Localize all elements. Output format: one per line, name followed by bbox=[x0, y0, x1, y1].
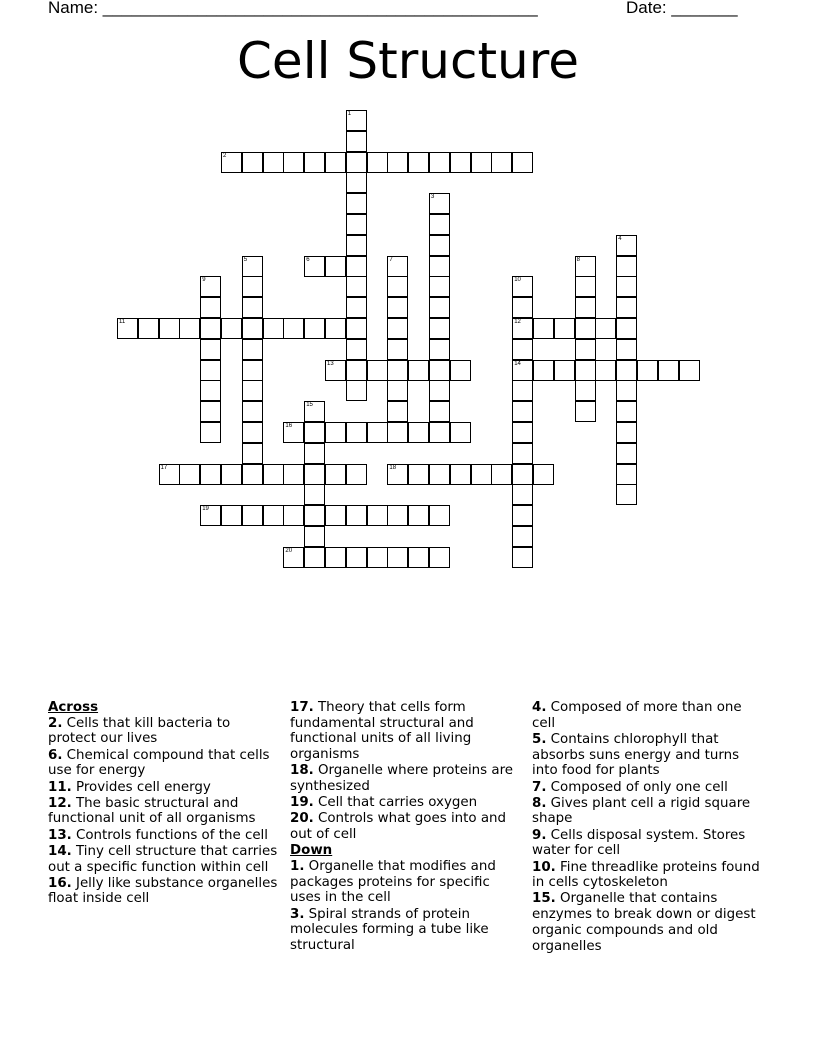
clue-14: 14. Tiny cell structure that carries out a specific function within cell bbox=[48, 843, 278, 875]
grid-cell[interactable] bbox=[346, 297, 367, 318]
grid-cell[interactable] bbox=[346, 172, 367, 193]
grid-cell[interactable] bbox=[575, 318, 596, 339]
clue-11: 11. Provides cell energy bbox=[48, 779, 211, 795]
grid-cell[interactable] bbox=[242, 339, 263, 360]
grid-cell[interactable] bbox=[242, 297, 263, 318]
grid-cell[interactable] bbox=[304, 547, 325, 568]
grid-cell[interactable] bbox=[575, 276, 596, 297]
grid-cell[interactable] bbox=[429, 214, 450, 235]
grid-cell[interactable] bbox=[512, 547, 533, 568]
grid-cell[interactable] bbox=[471, 464, 492, 485]
grid-cell[interactable] bbox=[429, 401, 450, 422]
grid-cell[interactable] bbox=[429, 235, 450, 256]
clue-number-label: 7 bbox=[389, 256, 393, 263]
clue-17: 17. Theory that cells form fundamental structural and functional units of all living organisms bbox=[290, 700, 474, 763]
grid-cell[interactable] bbox=[616, 256, 637, 277]
grid-cell[interactable] bbox=[242, 360, 263, 381]
grid-cell[interactable] bbox=[200, 339, 221, 360]
grid-cell[interactable] bbox=[283, 505, 304, 526]
grid-cell[interactable] bbox=[325, 152, 346, 173]
grid-cell[interactable] bbox=[512, 152, 533, 173]
grid-cell[interactable] bbox=[179, 318, 200, 339]
grid-cell[interactable] bbox=[283, 547, 304, 568]
grid-cell[interactable] bbox=[304, 401, 325, 422]
grid-cell[interactable] bbox=[512, 526, 533, 547]
grid-cell[interactable] bbox=[387, 401, 408, 422]
grid-cell[interactable] bbox=[616, 360, 637, 381]
grid-cell[interactable] bbox=[387, 547, 408, 568]
grid-cell[interactable] bbox=[616, 318, 637, 339]
clue-5: 5. Contains chlorophyll that absorbs suns energy and turns into food for plants bbox=[532, 731, 740, 779]
grid-cell[interactable] bbox=[408, 547, 429, 568]
grid-cell[interactable] bbox=[387, 505, 408, 526]
grid-cell[interactable] bbox=[221, 505, 242, 526]
grid-cell[interactable] bbox=[346, 131, 367, 152]
grid-cell[interactable] bbox=[242, 464, 263, 485]
grid-cell[interactable] bbox=[346, 422, 367, 443]
grid-cell[interactable] bbox=[512, 297, 533, 318]
grid-cell[interactable] bbox=[450, 152, 471, 173]
grid-cell[interactable] bbox=[450, 360, 471, 381]
clue-16: 16. Jelly like substance organelles float inside cell bbox=[48, 875, 278, 907]
clue-19: 19. Cell that carries oxygen bbox=[290, 795, 478, 811]
grid-cell[interactable] bbox=[346, 380, 367, 401]
grid-cell[interactable] bbox=[221, 318, 242, 339]
grid-cell[interactable] bbox=[346, 505, 367, 526]
grid-cell[interactable] bbox=[263, 152, 284, 173]
grid-cell[interactable] bbox=[283, 152, 304, 173]
grid-cell[interactable] bbox=[429, 256, 450, 277]
grid-cell[interactable] bbox=[221, 464, 242, 485]
grid-cell[interactable] bbox=[616, 297, 637, 318]
clue-number-label: 8 bbox=[576, 256, 580, 263]
grid-cell[interactable] bbox=[512, 484, 533, 505]
grid-cell[interactable] bbox=[304, 256, 325, 277]
grid-cell[interactable] bbox=[221, 152, 242, 173]
grid-cell[interactable] bbox=[429, 505, 450, 526]
grid-cell[interactable] bbox=[450, 422, 471, 443]
grid-cell[interactable] bbox=[325, 422, 346, 443]
grid-cell[interactable] bbox=[200, 464, 221, 485]
grid-cell[interactable] bbox=[387, 380, 408, 401]
clue-list bbox=[290, 859, 522, 954]
grid-cell[interactable] bbox=[283, 464, 304, 485]
grid-cell[interactable] bbox=[304, 152, 325, 173]
grid-cell[interactable] bbox=[429, 193, 450, 214]
clue-number-label: 4 bbox=[618, 235, 622, 242]
grid-cell[interactable] bbox=[117, 318, 138, 339]
grid-cell[interactable] bbox=[200, 401, 221, 422]
clue-list bbox=[532, 700, 764, 954]
clue-number-label: 18 bbox=[389, 464, 397, 471]
grid-cell[interactable] bbox=[575, 360, 596, 381]
clue-number-label: 14 bbox=[514, 360, 521, 367]
grid-cell[interactable] bbox=[595, 318, 616, 339]
grid-cell[interactable] bbox=[242, 422, 263, 443]
clue-number-label: 2 bbox=[223, 152, 227, 159]
grid-cell[interactable] bbox=[491, 152, 512, 173]
grid-cell[interactable] bbox=[283, 422, 304, 443]
grid-cell[interactable] bbox=[616, 276, 637, 297]
clue-number-label: 20 bbox=[285, 547, 293, 554]
grid-cell[interactable] bbox=[159, 318, 180, 339]
grid-cell[interactable] bbox=[325, 256, 346, 277]
grid-cell[interactable] bbox=[575, 401, 596, 422]
clue-4: 4. Composed of more than one cell bbox=[532, 700, 742, 731]
grid-cell[interactable] bbox=[387, 360, 408, 381]
grid-cell[interactable] bbox=[387, 318, 408, 339]
grid-cell[interactable] bbox=[367, 547, 388, 568]
grid-cell[interactable] bbox=[533, 464, 554, 485]
grid-cell[interactable] bbox=[325, 360, 346, 381]
name-field-label: Name: ______________________________________________ bbox=[48, 0, 538, 17]
grid-cell[interactable] bbox=[346, 235, 367, 256]
grid-cell[interactable] bbox=[263, 505, 284, 526]
clue-number-label: 1 bbox=[347, 111, 352, 117]
grid-cell[interactable] bbox=[512, 339, 533, 360]
grid-cell[interactable] bbox=[408, 464, 429, 485]
grid-cell[interactable] bbox=[346, 193, 367, 214]
clue-number-label: 15 bbox=[306, 402, 313, 409]
grid-cell[interactable] bbox=[450, 464, 471, 485]
grid-cell[interactable] bbox=[512, 276, 533, 297]
grid-cell[interactable] bbox=[554, 318, 575, 339]
grid-cell[interactable] bbox=[346, 360, 367, 381]
clue-8: 8. Gives plant cell a rigid square shape bbox=[532, 795, 751, 827]
grid-cell[interactable] bbox=[346, 152, 367, 173]
grid-cell[interactable] bbox=[263, 318, 284, 339]
grid-cell[interactable] bbox=[304, 484, 325, 505]
grid-cell[interactable] bbox=[429, 547, 450, 568]
grid-cell[interactable] bbox=[200, 297, 221, 318]
grid-cell[interactable] bbox=[429, 276, 450, 297]
grid-cell[interactable] bbox=[575, 256, 596, 277]
grid-cell[interactable] bbox=[408, 505, 429, 526]
clue-13: 13. Controls functions of the cell bbox=[48, 827, 268, 843]
grid-cell[interactable] bbox=[408, 152, 429, 173]
grid-cell[interactable] bbox=[616, 401, 637, 422]
clue-list bbox=[290, 700, 522, 843]
grid-cell[interactable] bbox=[242, 152, 263, 173]
grid-cell[interactable] bbox=[325, 505, 346, 526]
grid-cell[interactable] bbox=[491, 464, 512, 485]
grid-cell[interactable] bbox=[616, 339, 637, 360]
grid-cell[interactable] bbox=[533, 360, 554, 381]
grid-cell[interactable] bbox=[242, 318, 263, 339]
clue-number-label: 13 bbox=[327, 360, 334, 367]
grid-cell[interactable] bbox=[429, 464, 450, 485]
grid-cell[interactable] bbox=[325, 464, 346, 485]
grid-cell[interactable] bbox=[242, 380, 263, 401]
grid-cell[interactable] bbox=[595, 360, 616, 381]
grid-cell[interactable] bbox=[200, 318, 221, 339]
clue-20: 20. Controls what goes into and out of cell bbox=[290, 811, 507, 843]
clue-18: 18. Organelle where proteins are synthesized bbox=[290, 763, 514, 795]
grid-cell[interactable] bbox=[304, 464, 325, 485]
grid-cell[interactable] bbox=[242, 256, 263, 277]
grid-cell[interactable] bbox=[242, 401, 263, 422]
grid-cell[interactable] bbox=[429, 297, 450, 318]
clues-column-3 bbox=[532, 700, 764, 955]
grid-cell[interactable] bbox=[367, 152, 388, 173]
grid-cell[interactable] bbox=[242, 276, 263, 297]
clue-9: 9. Cells disposal system. Stores water for cell bbox=[532, 827, 746, 859]
grid-cell[interactable] bbox=[367, 360, 388, 381]
grid-cell[interactable] bbox=[304, 422, 325, 443]
grid-cell[interactable] bbox=[387, 297, 408, 318]
grid-cell[interactable] bbox=[512, 464, 533, 485]
grid-cell[interactable] bbox=[429, 380, 450, 401]
clue-number-label: 12 bbox=[514, 319, 521, 325]
grid-cell[interactable] bbox=[346, 547, 367, 568]
grid-cell[interactable] bbox=[616, 422, 637, 443]
grid-cell[interactable] bbox=[408, 360, 429, 381]
clues-column-2 bbox=[290, 700, 522, 954]
clue-6: 6. Chemical compound that cells use for energy bbox=[48, 747, 270, 779]
grid-cell[interactable] bbox=[387, 339, 408, 360]
grid-cell[interactable] bbox=[242, 505, 263, 526]
clue-number-label: 3 bbox=[431, 194, 435, 201]
grid-cell[interactable] bbox=[179, 464, 200, 485]
clue-number-label: 11 bbox=[119, 319, 126, 325]
grid-cell[interactable] bbox=[429, 422, 450, 443]
grid-cell[interactable] bbox=[346, 256, 367, 277]
grid-cell[interactable] bbox=[200, 360, 221, 381]
clue-number-label: 5 bbox=[243, 256, 248, 263]
clue-number-label: 16 bbox=[285, 423, 293, 429]
grid-cell[interactable] bbox=[512, 318, 533, 339]
grid-cell[interactable] bbox=[616, 380, 637, 401]
grid-cell[interactable] bbox=[387, 464, 408, 485]
grid-cell[interactable] bbox=[575, 297, 596, 318]
page-title: Cell Structure bbox=[237, 32, 579, 90]
grid-cell[interactable] bbox=[304, 526, 325, 547]
grid-cell[interactable] bbox=[575, 380, 596, 401]
grid-cell[interactable] bbox=[346, 276, 367, 297]
grid-cell[interactable] bbox=[346, 214, 367, 235]
down-heading: Down bbox=[290, 843, 333, 859]
grid-cell[interactable] bbox=[471, 152, 492, 173]
clue-number-label: 9 bbox=[202, 277, 206, 284]
across-heading: Across bbox=[48, 700, 99, 715]
grid-cell[interactable] bbox=[512, 422, 533, 443]
clue-number-label: 6 bbox=[306, 256, 310, 263]
grid-cell[interactable] bbox=[200, 380, 221, 401]
grid-cell[interactable] bbox=[408, 422, 429, 443]
grid-cell[interactable] bbox=[512, 443, 533, 464]
grid-cell[interactable] bbox=[554, 360, 575, 381]
clue-3: 3. Spiral strands of protein molecules forming a tube like structural bbox=[290, 906, 489, 954]
grid-cell[interactable] bbox=[429, 152, 450, 173]
grid-cell[interactable] bbox=[512, 401, 533, 422]
grid-cell[interactable] bbox=[200, 505, 221, 526]
grid-cell[interactable] bbox=[429, 339, 450, 360]
grid-cell[interactable] bbox=[242, 443, 263, 464]
grid-cell[interactable] bbox=[346, 110, 367, 131]
clue-12: 12. The basic structural and functional unit of all organisms bbox=[48, 795, 256, 827]
grid-cell[interactable] bbox=[159, 464, 180, 485]
grid-cell[interactable] bbox=[200, 276, 221, 297]
grid-cell[interactable] bbox=[679, 360, 700, 381]
grid-cell[interactable] bbox=[616, 235, 637, 256]
grid-cell[interactable] bbox=[387, 276, 408, 297]
clue-number-label: 17 bbox=[160, 464, 168, 471]
grid-cell[interactable] bbox=[533, 318, 554, 339]
grid-cell[interactable] bbox=[200, 422, 221, 443]
grid-cell[interactable] bbox=[325, 318, 346, 339]
grid-cell[interactable] bbox=[138, 318, 159, 339]
grid-cell[interactable] bbox=[346, 464, 367, 485]
grid-cell[interactable] bbox=[304, 318, 325, 339]
grid-cell[interactable] bbox=[367, 422, 388, 443]
grid-cell[interactable] bbox=[283, 318, 304, 339]
clue-1: 1. Organelle that modifies and packages proteins for specific uses in the cell bbox=[290, 859, 496, 906]
grid-cell[interactable] bbox=[263, 464, 284, 485]
grid-cell[interactable] bbox=[616, 464, 637, 485]
clue-2: 2. Cells that kill bacteria to protect our lives bbox=[48, 715, 231, 747]
grid-cell[interactable] bbox=[575, 339, 596, 360]
grid-cell[interactable] bbox=[346, 339, 367, 360]
clues-column-1 bbox=[48, 700, 280, 908]
grid-cell[interactable] bbox=[429, 318, 450, 339]
grid-cell[interactable] bbox=[429, 360, 450, 381]
grid-cell[interactable] bbox=[387, 152, 408, 173]
clue-number-label: 19 bbox=[202, 506, 209, 513]
grid-cell[interactable] bbox=[346, 318, 367, 339]
grid-cell[interactable] bbox=[387, 422, 408, 443]
grid-cell[interactable] bbox=[512, 380, 533, 401]
grid-cell[interactable] bbox=[367, 505, 388, 526]
clue-list bbox=[48, 716, 280, 907]
grid-cell[interactable] bbox=[325, 547, 346, 568]
grid-cell[interactable] bbox=[616, 443, 637, 464]
clue-10: 10. Fine threadlike proteins found in cells cytoskeleton bbox=[532, 859, 760, 891]
clue-15: 15. Organelle that contains enzymes to break down or digest organic compounds and old organelles bbox=[532, 891, 756, 954]
grid-cell[interactable] bbox=[512, 505, 533, 526]
grid-cell[interactable] bbox=[512, 360, 533, 381]
clue-number-label: 10 bbox=[514, 277, 521, 284]
date-field-label: Date: _______ bbox=[626, 0, 738, 17]
grid-cell[interactable] bbox=[637, 360, 658, 381]
grid-cell[interactable] bbox=[658, 360, 679, 381]
grid-cell[interactable] bbox=[387, 256, 408, 277]
grid-cell[interactable] bbox=[304, 443, 325, 464]
grid-cell[interactable] bbox=[616, 484, 637, 505]
clue-7: 7. Composed of only one cell bbox=[532, 779, 728, 795]
grid-cell[interactable] bbox=[304, 505, 325, 526]
